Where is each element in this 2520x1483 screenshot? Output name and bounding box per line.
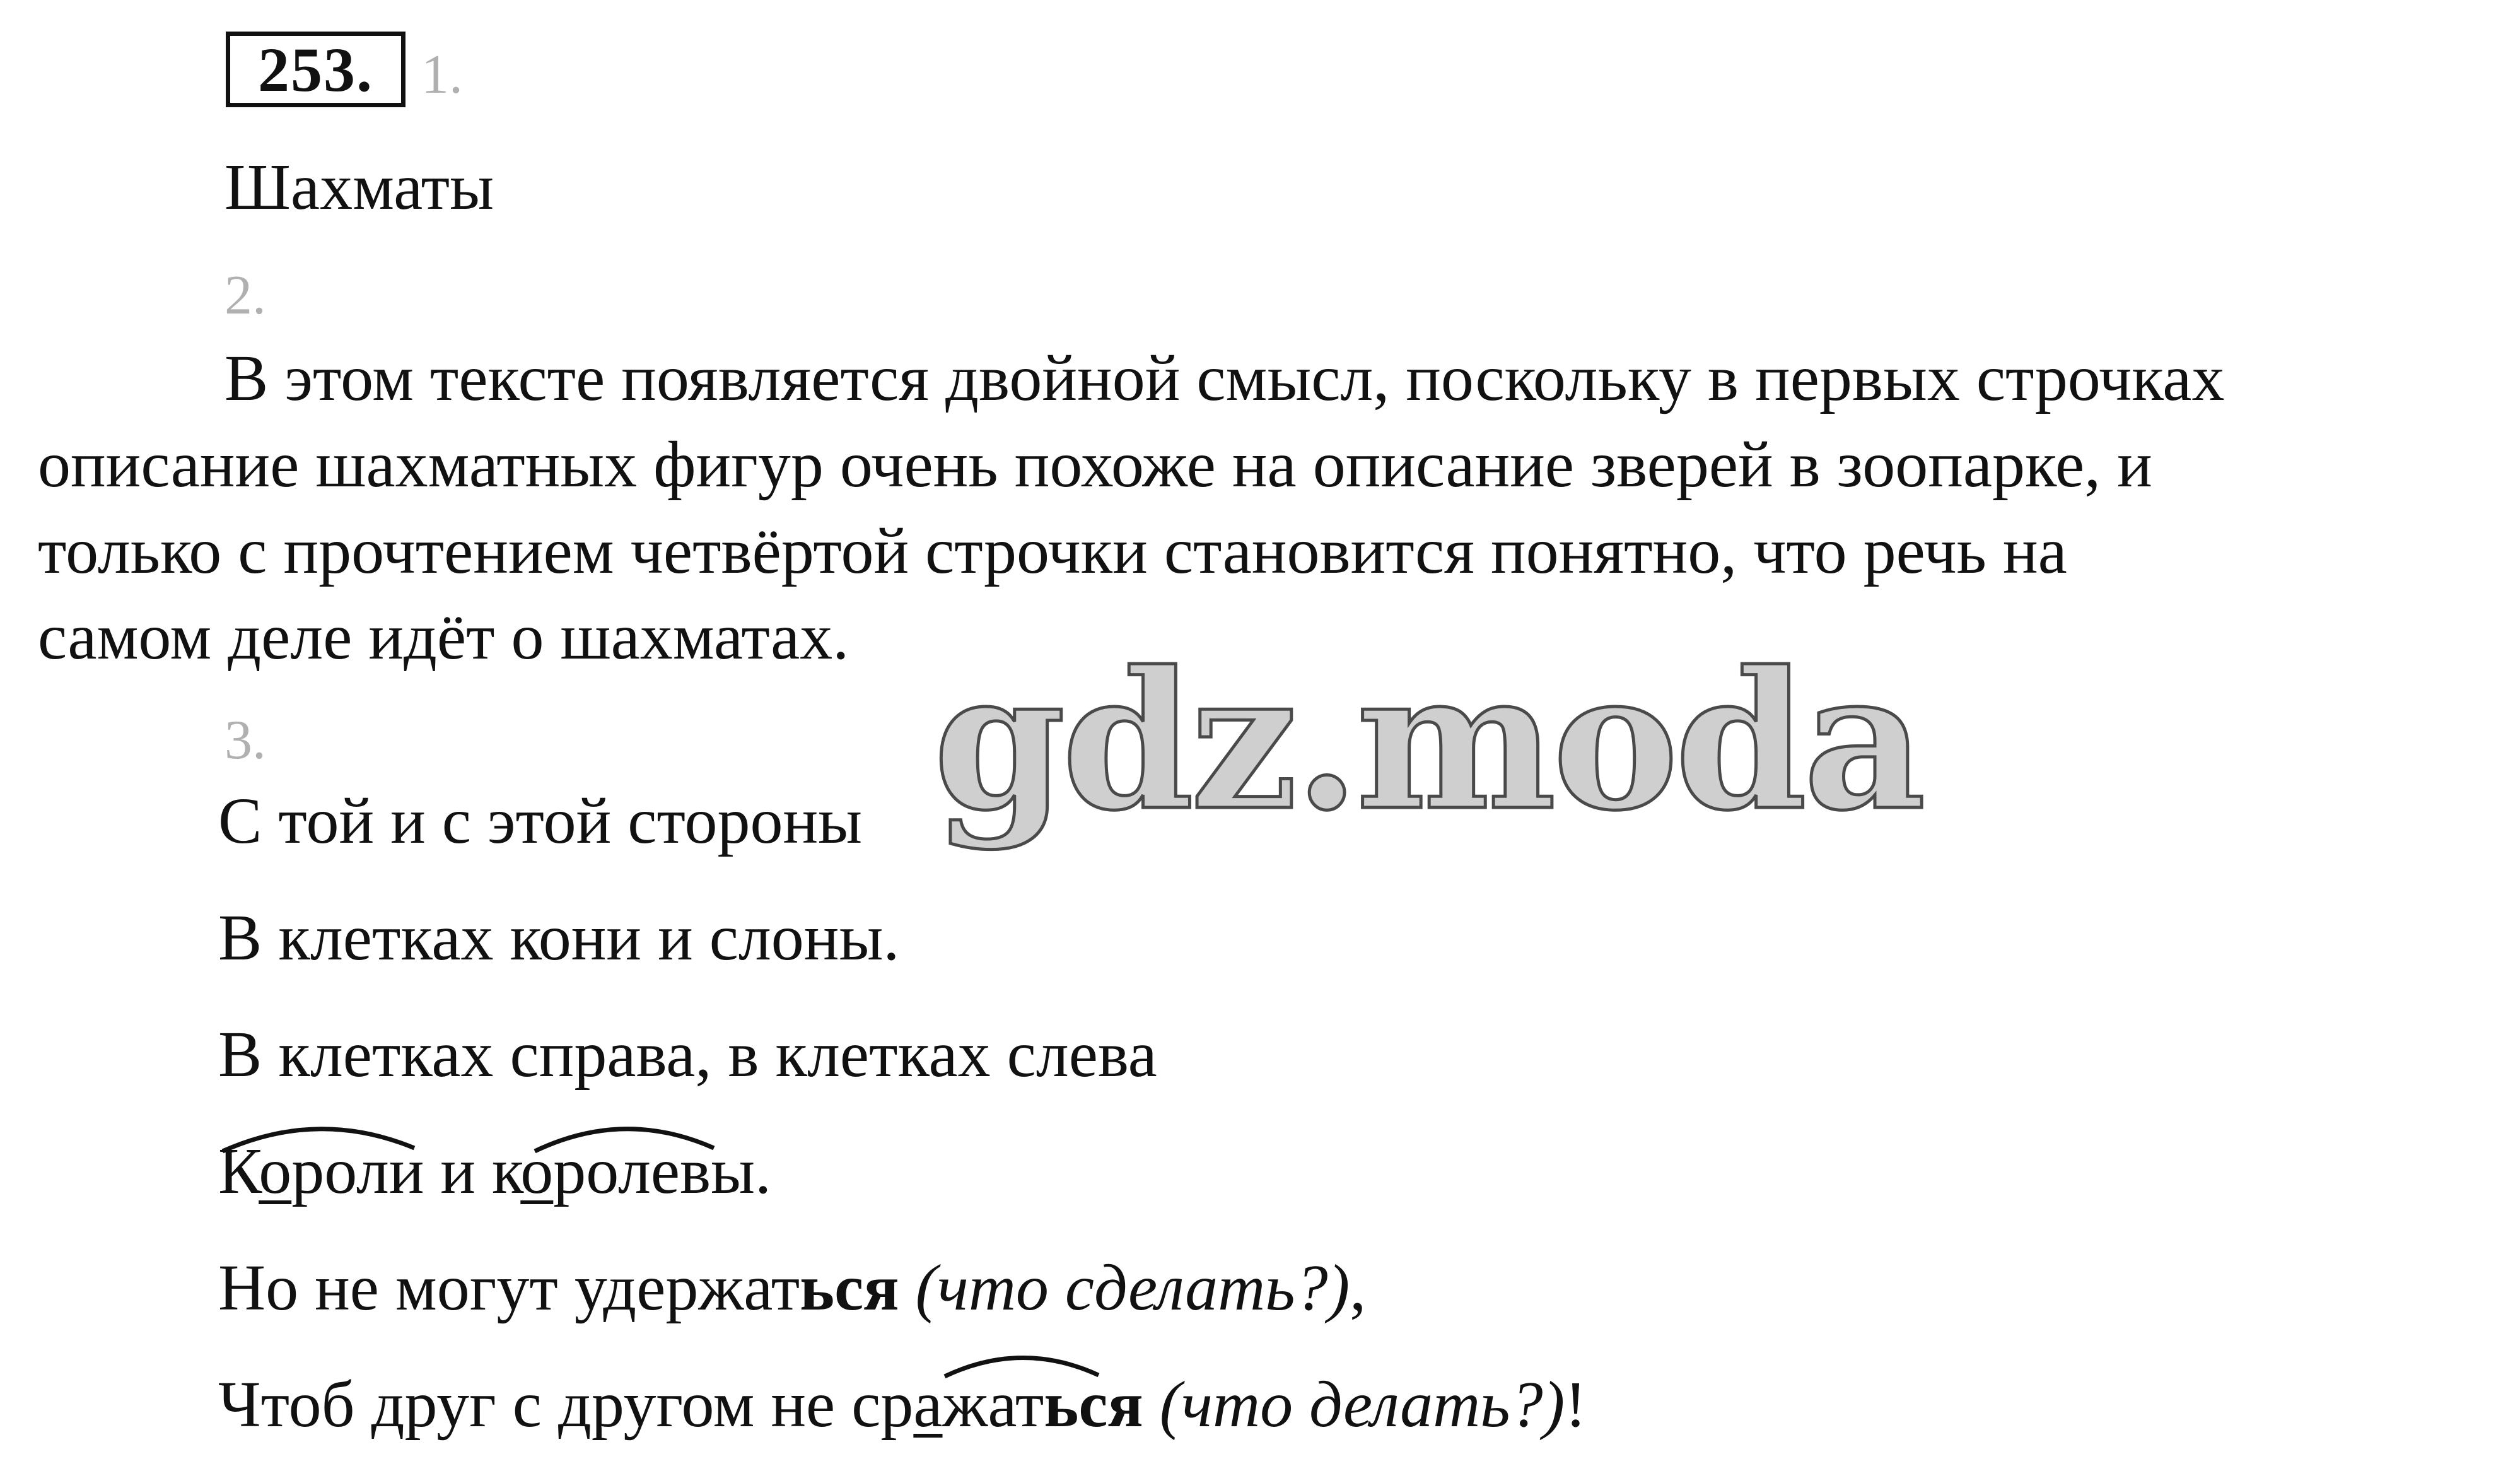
task-number-box: [226, 32, 405, 107]
poem-line-5: Но не могут удержаться (что сделать?),: [218, 1251, 1367, 1324]
question-hint: (что сделать?): [915, 1251, 1350, 1324]
unstressed-vowel: о: [259, 1135, 292, 1207]
explanation-line-3: только с прочтением четвёртой строчки становится понятно, что речь на: [38, 515, 2067, 587]
subtask-2-marker: 2.: [225, 265, 266, 326]
soft-sign: ь: [800, 1251, 835, 1324]
answer-title: Шахматы: [225, 151, 494, 223]
explanation-line-4: самом деле идёт о шахматах.: [38, 601, 849, 673]
explanation-line-1: В этом тексте появляется двойной смысл, поскольку в первых строчках: [225, 342, 2225, 414]
subtask-1-marker: 1.: [421, 44, 463, 105]
poem-line-3: В клетках справа, в клетках слева: [218, 1018, 1157, 1091]
question-hint: (что делать?): [1159, 1368, 1565, 1441]
watermark-logo: gdz.moda: [933, 630, 1923, 852]
explanation-line-2: описание шахматных фигур очень похоже на описание зверей в зоопарке, и: [38, 428, 2152, 501]
unstressed-vowel: о: [520, 1135, 554, 1207]
poem-line-6: Чтоб друг с другом не сражаться (что делать?)!: [218, 1368, 1587, 1441]
subtask-3-marker: 3.: [225, 710, 266, 771]
poem-line-4: Короли и королевы.: [218, 1135, 771, 1207]
unstressed-vowel: а: [913, 1368, 943, 1441]
soft-sign: ь: [1044, 1368, 1079, 1441]
poem-line-1: С той и с этой стороны: [218, 785, 863, 857]
poem-line-2: В клетках кони и слоны.: [218, 901, 900, 974]
task-number: 253.: [258, 34, 373, 105]
